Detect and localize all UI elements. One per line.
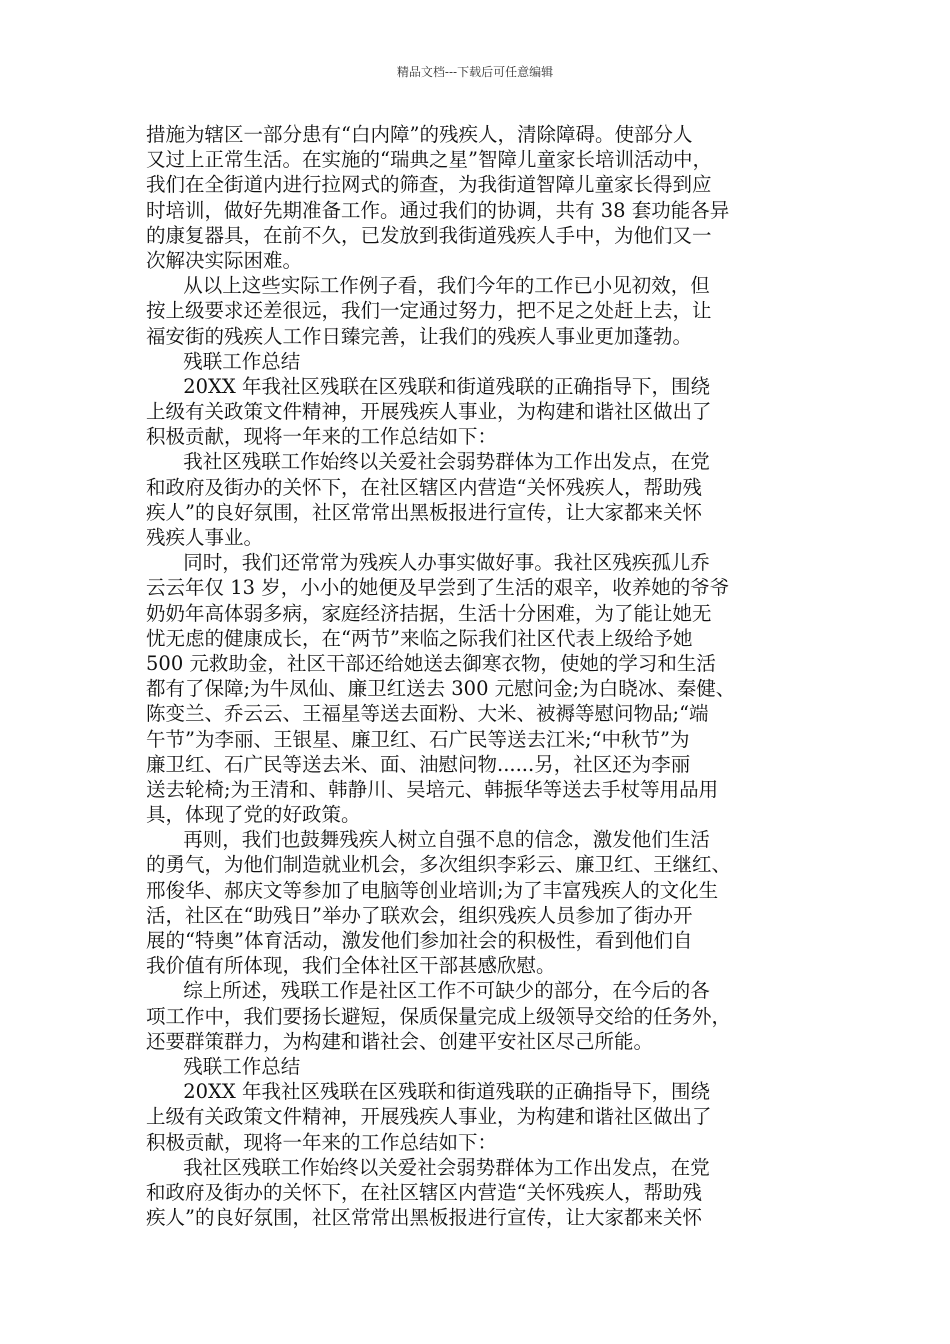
page-header: 精品文档---下载后可任意编辑 — [396, 65, 554, 79]
text-line: 项工作中，我们要扬长避短，保质保量完成上级领导交给的任务外， — [146, 1004, 732, 1028]
text-line: 再则，我们也鼓舞残疾人树立自强不息的信念，激发他们生活 — [146, 828, 710, 852]
text-line: 次解决实际困难。 — [146, 248, 303, 272]
text-line: 和政府及街办的关怀下，在社区辖区内营造“关怀残疾人，帮助残 — [146, 1180, 702, 1204]
text-line: 的勇气，为他们制造就业机会，多次组织李彩云、廉卫红、王继红、 — [146, 853, 732, 877]
text-line: 都有了保障;为牛凤仙、廉卫红送去 300 元慰问金;为白晓冰、秦健、 — [146, 677, 736, 701]
text-line: 积极贡献，现将一年来的工作总结如下： — [146, 425, 498, 449]
text-line: 措施为辖区一部分患有“白内障”的残疾人，清除障碍。使部分人 — [146, 123, 693, 146]
text-line: 还要群策群力，为构建和谐社会、创建平安社区尽己所能。 — [146, 1029, 654, 1053]
text-line: 残疾人事业。 — [146, 526, 264, 549]
text-line: 陈变兰、乔云云、王福星等送去面粉、大米、被褥等慰问物品;“端 — [146, 702, 709, 726]
text-line: 上级有关政策文件精神，开展残疾人事业，为构建和谐社区做出了 — [146, 1105, 712, 1129]
text-line: 时培训，做好先期准备工作。通过我们的协调，共有 38 套功能各异 — [146, 198, 730, 222]
section-heading: 残联工作总结 — [146, 349, 301, 373]
text-line: 20XX 年我社区残联在区残联和街道残联的正确指导下，围绕 — [146, 1080, 710, 1104]
text-line: 又过上正常生活。在实施的“瑞典之星”智障儿童家长培训活动中， — [146, 148, 712, 172]
text-line: 我社区残联工作始终以关爱社会弱势群体为工作出发点，在党 — [146, 450, 710, 474]
text-line: 廉卫红、石广民等送去米、面、油慰问物......另，社区还为李丽 — [146, 752, 691, 776]
text-line: 按上级要求还差很远，我们一定通过努力，把不足之处赶上去，让 — [146, 299, 712, 323]
text-line: 忧无虑的健康成长，在“两节”来临之际我们社区代表上级给予她 — [146, 626, 693, 650]
text-line: 送去轮椅;为王清和、韩静川、吴培元、韩振华等送去手杖等用品用 — [146, 777, 719, 801]
text-line: 我们在全街道内进行拉网式的筛查，为我街道智障儿童家长得到应 — [146, 173, 712, 197]
section-heading: 残联工作总结 — [146, 1054, 301, 1078]
text-line: 奶奶年高体弱多病，家庭经济拮据，生活十分困难，为了能让她无 — [146, 601, 712, 625]
text-line: 的康复器具，在前不久，已发放到我街道残疾人手中，为他们又一 — [146, 223, 712, 247]
text-line: 我社区残联工作始终以关爱社会弱势群体为工作出发点，在党 — [146, 1155, 710, 1179]
text-line: 展的“特奥”体育活动，激发他们参加社会的积极性，看到他们自 — [146, 929, 693, 952]
text-line: 同时，我们还常常为残疾人办事实做好事。我社区残疾孤儿乔 — [146, 551, 710, 575]
text-line: 午节”为李丽、王银星、廉卫红、石广民等送去江米;“中秋节”为 — [146, 727, 690, 751]
text-line: 从以上这些实际工作例子看，我们今年的工作已小见初效，但 — [146, 274, 710, 298]
text-line: 综上所述，残联工作是社区工作不可缺少的部分，在今后的各 — [146, 979, 710, 1003]
text-line: 疾人”的良好氛围，社区常常出黑板报进行宣传，让大家都来关怀 — [146, 1206, 702, 1230]
text-line: 上级有关政策文件精神，开展残疾人事业，为构建和谐社区做出了 — [146, 400, 712, 424]
text-line: 20XX 年我社区残联在区残联和街道残联的正确指导下，围绕 — [146, 374, 710, 398]
document-body — [146, 122, 806, 1230]
text-line: 云云年仅 13 岁，小小的她便及早尝到了生活的艰辛，收养她的爷爷 — [146, 576, 730, 600]
text-line: 积极贡献，现将一年来的工作总结如下： — [146, 1130, 498, 1154]
text-line: 活，社区在“助残日”举办了联欢会，组织残疾人员参加了街办开 — [146, 903, 693, 927]
text-line: 邢俊华、郝庆文等参加了电脑等创业培训;为了丰富残疾人的文化生 — [146, 878, 719, 902]
text-line: 我价值有所体现，我们全体社区干部甚感欣慰。 — [146, 954, 556, 978]
text-line: 和政府及街办的关怀下，在社区辖区内营造“关怀残疾人，帮助残 — [146, 475, 702, 499]
text-line: 具，体现了党的好政策。 — [146, 803, 361, 827]
text-line: 福安街的残疾人工作日臻完善，让我们的残疾人事业更加蓬勃。 — [146, 324, 693, 348]
text-line: 疾人”的良好氛围，社区常常出黑板报进行宣传，让大家都来关怀 — [146, 500, 702, 524]
text-line: 500 元救助金，社区干部还给她送去御寒衣物，使她的学习和生活 — [146, 651, 716, 675]
